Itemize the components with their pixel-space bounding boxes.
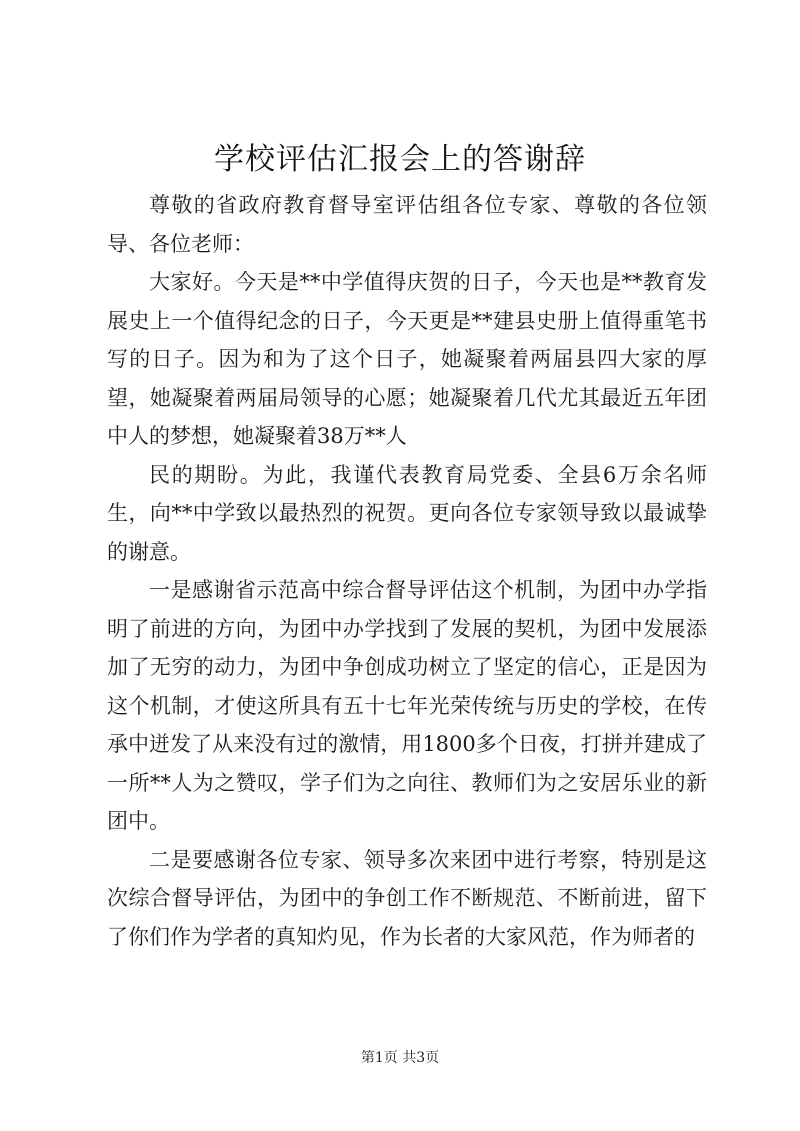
document-body [107, 186, 707, 956]
congratulation-paragraph: 民的期盼。为此，我谨代表教育局党委、全县6万余名师生，向**中学致以最热烈的祝贺。更向各位专家领导致以最诚挚的谢意。 [107, 462, 707, 564]
thanks-mechanism-paragraph: 一是感谢省示范高中综合督导评估这个机制，为团中办学指明了前进的方向，为团中办学找到了发展的契机，为团中发展添加了无穷的动力，为团中争创成功树立了坚定的信心，正是因为这个机制，才使这所具有五十七年光荣传统与历史的学校，在传承中迸发了从来没有过的激情，用1800多个日夜，打拼并建成了一所**人为之赞叹，学子们为之向往、教师们为之安居乐业的新团中。 [107, 578, 707, 833]
thanks-experts-paragraph: 二是要感谢各位专家、领导多次来团中进行考察，特别是这次综合督导评估，为团中的争创工作不断规范、不断前进，留下了你们作为学者的真知灼见，作为长者的大家风范，作为师者的 [107, 847, 707, 949]
document-title: 学校评估汇报会上的答谢辞 [214, 142, 586, 177]
greeting-paragraph: 大家好。今天是**中学值得庆贺的日子，今天也是**教育发展史上一个值得纪念的日子，今天更是**建县史册上值得重笔书写的日子。因为和为了这个日子，她凝聚着两届县四大家的厚望，她凝聚着两届局领导的心愿；她凝聚着几代尤其最近五年团中人的梦想，她凝聚着38万**人 [107, 270, 707, 448]
page-number-footer: 第1页 共3页 [360, 1050, 440, 1066]
salutation-paragraph: 尊敬的省政府教育督导室评估组各位专家、尊敬的各位领导、各位老师： [107, 193, 707, 256]
